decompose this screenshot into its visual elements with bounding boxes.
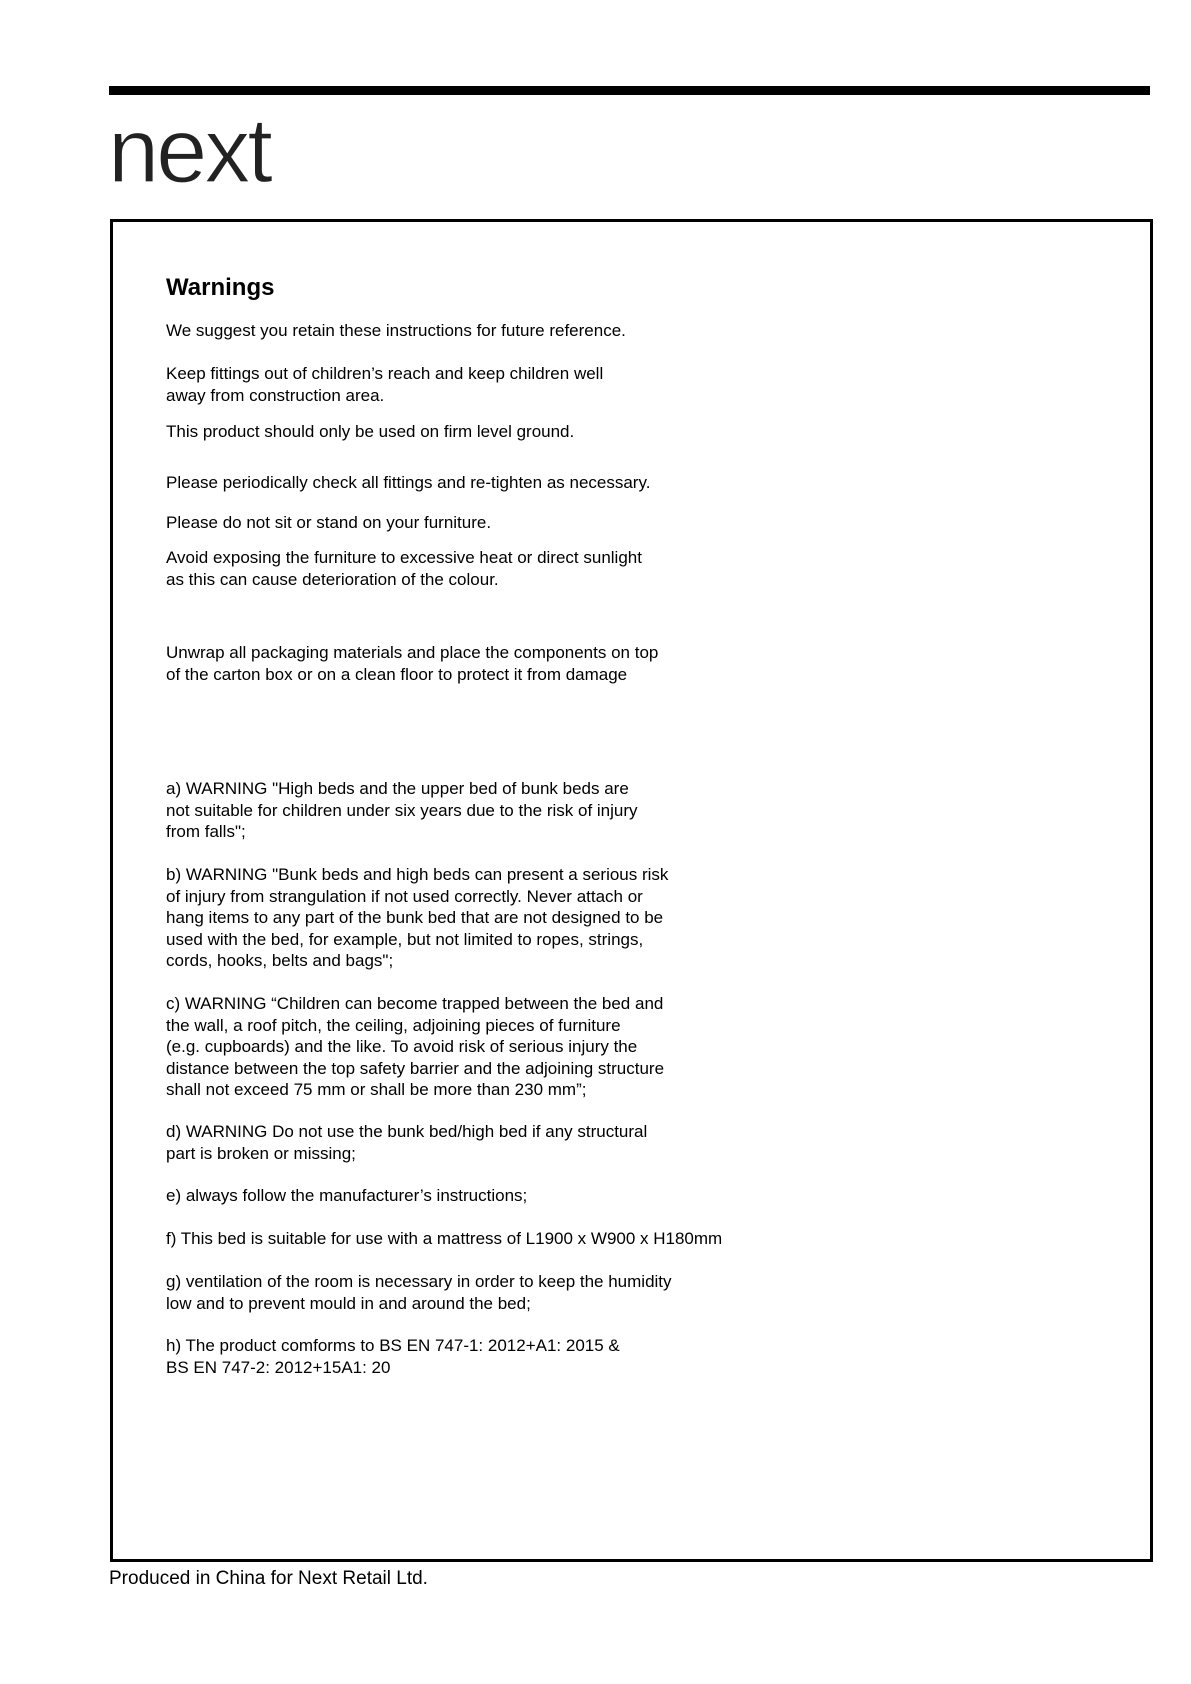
- footer-producer-note: Produced in China for Next Retail Ltd.: [109, 1568, 428, 1589]
- warning-retain-instructions: We suggest you retain these instructions for future reference.: [166, 321, 626, 340]
- warning-item-f: f) This bed is suitable for use with a mattress of L1900 x W900 x H180mm: [166, 1229, 723, 1248]
- warning-keep-fittings: Keep fittings out of children’s reach and keep children well away from construction area.: [166, 364, 604, 405]
- warning-unwrap-packaging: Unwrap all packaging materials and place the components on top of the carton box or on a clean floor to protect it from damage: [166, 643, 659, 684]
- logo-text: next: [108, 100, 270, 202]
- warning-avoid-heat: Avoid exposing the furniture to excessive heat or direct sunlight as this can cause deterioration of the colour.: [166, 548, 642, 589]
- warning-check-fittings: Please periodically check all fittings and re-tighten as necessary.: [166, 473, 651, 492]
- warning-item-b: b) WARNING "Bunk beds and high beds can present a serious risk of injury from strangulation if not used correctly. Never attach or hang items to any part of the bunk bed that are not designed to be used with the bed, for example, but not limited to ropes, strings, cords, hooks, belts and bags";: [166, 865, 669, 970]
- warning-item-c: c) WARNING “Children can become trapped between the bed and the wall, a roof pitch, the ceiling, adjoining pieces of furniture (e.g. cupboards) and the like. To avoid risk of serious injury the distance between the top safety barrier and the adjoining structure shall not exceed 75 mm or shall be more than 230 mm”;: [166, 994, 665, 1099]
- warning-item-e: e) always follow the manufacturer’s instructions;: [166, 1186, 528, 1205]
- next-logo-mark: [108, 92, 308, 202]
- warning-do-not-stand: Please do not sit or stand on your furniture.: [166, 513, 492, 532]
- warning-item-h: h) The product comforms to BS EN 747-1: 2012+A1: 2015 & BS EN 747-2: 2012+15A1: 20: [166, 1336, 620, 1377]
- warning-item-a: a) WARNING "High beds and the upper bed of bunk beds are not suitable for children under six years due to the risk of injury from falls";: [166, 779, 638, 841]
- warning-firm-ground: This product should only be used on firm level ground.: [166, 422, 575, 441]
- warning-item-d: d) WARNING Do not use the bunk bed/high bed if any structural part is broken or missing;: [166, 1122, 648, 1163]
- warnings-heading: Warnings: [166, 274, 275, 301]
- warning-item-g: g) ventilation of the room is necessary in order to keep the humidity low and to prevent mould in and around the bed;: [166, 1272, 672, 1313]
- next-logo: [108, 92, 308, 202]
